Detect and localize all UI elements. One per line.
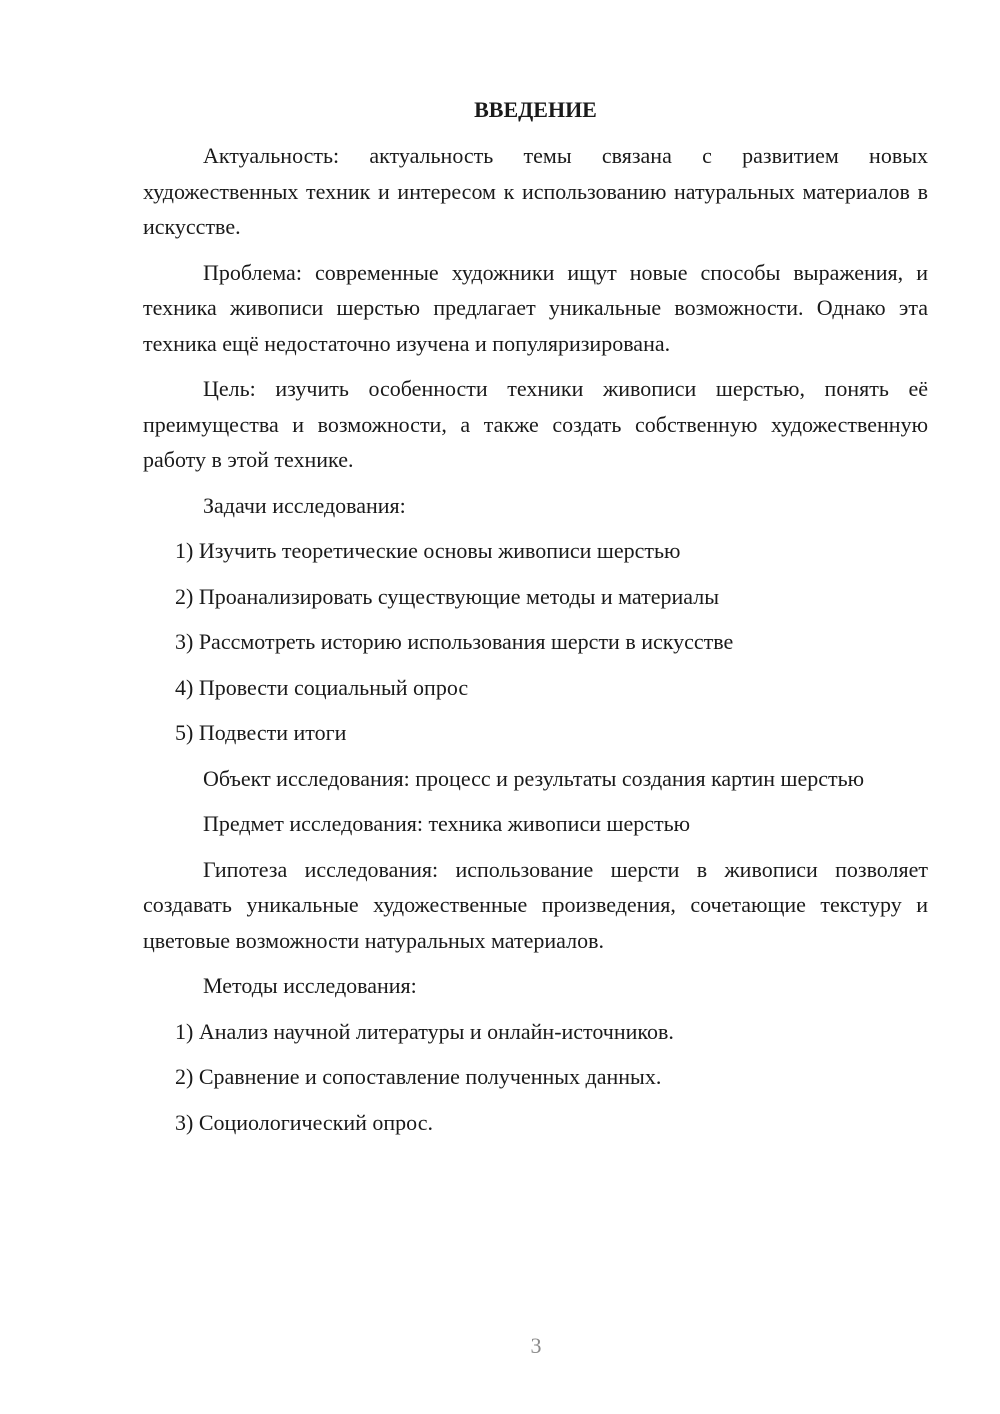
list-item: 3) Рассмотреть историю использования шерсти в искусстве <box>175 629 734 654</box>
hypothesis-paragraph: Гипотеза исследования: использование шерсти в живописи позволяет создавать уникальные художественные произведения, сочетающие текстуру и цветовые возможности натуральных материалов. <box>143 856 928 953</box>
list-item: 2) Проанализировать существующие методы и материалы <box>175 583 719 609</box>
list-item: 3) Социологический опрос. <box>175 1109 433 1135</box>
object-paragraph: Объект исследования: процесс и результаты создания картин шерстью <box>203 765 865 791</box>
list-item: 2) Сравнение и сопоставление полученных данных. <box>175 1064 662 1089</box>
subject-paragraph: Предмет исследования: техника живописи шерстью <box>203 811 691 836</box>
problem-paragraph: Проблема: современные художники ищут новые способы выражения, и техника живописи шерстью предлагает уникальные возможности. Однако эта техника ещё недостаточно изучена и популяризирована. <box>143 259 928 356</box>
goal-paragraph: Цель: изучить особенности техники живописи шерстью, понять её преимущества и возможности, а также создать собственную художественную работу в этой технике. <box>143 376 928 472</box>
relevance-paragraph: Актуальность: актуальность темы связана с развитием новых художественных техник и интересом к использованию натуральных материалов в искусстве. <box>143 143 928 239</box>
list-item: 1) Изучить теоретические основы живописи шерстью <box>175 538 681 563</box>
list-item: 1) Анализ научной литературы и онлайн-источников. <box>175 1018 674 1044</box>
tasks-list <box>143 533 928 751</box>
list-item: 4) Провести социальный опрос <box>175 674 469 700</box>
methods-heading: Методы исследования: <box>203 973 417 998</box>
page-number: 3 <box>530 1333 542 1358</box>
tasks-heading: Задачи исследования: <box>203 492 406 518</box>
section-title: ВВЕДЕНИЕ <box>474 97 597 122</box>
list-item: 5) Подвести итоги <box>175 720 347 745</box>
document-page <box>143 92 928 1150</box>
methods-list <box>143 1014 928 1141</box>
